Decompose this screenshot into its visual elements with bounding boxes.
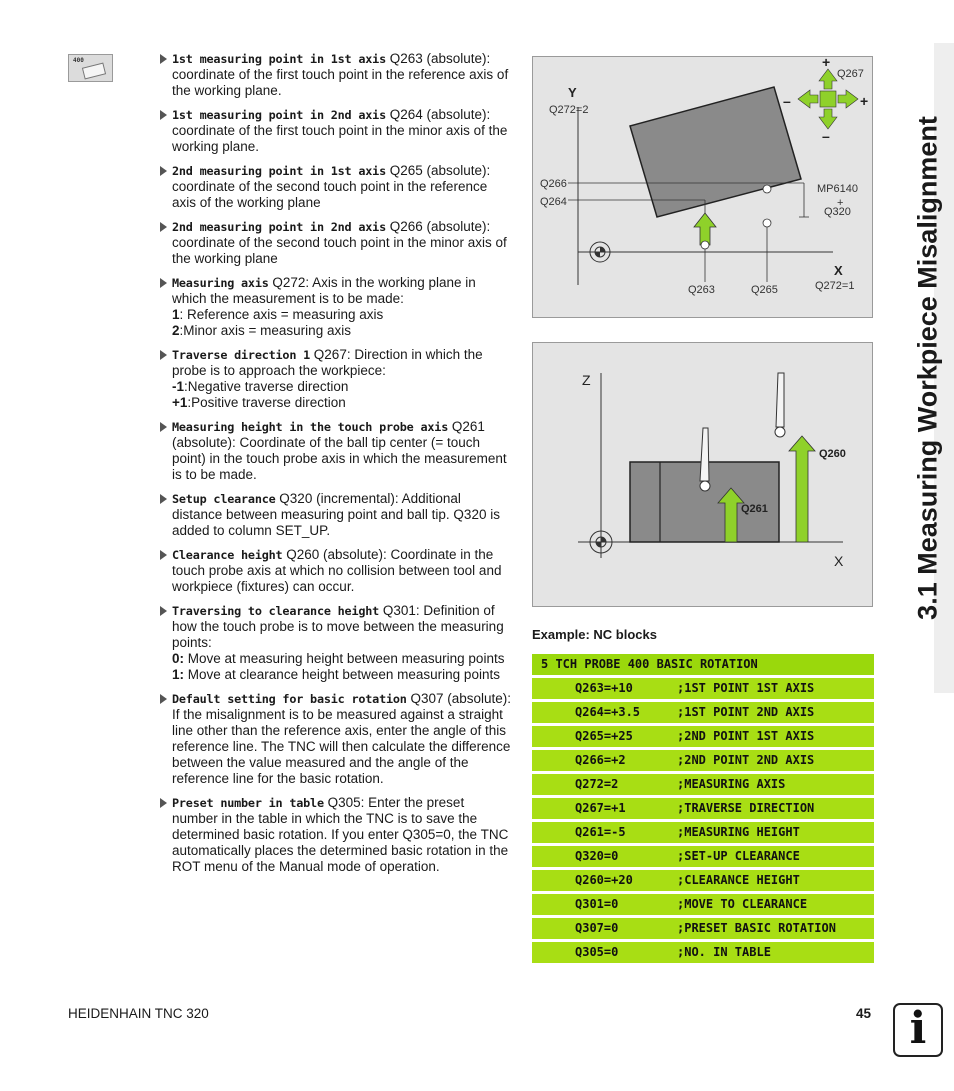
parameter-name: Measuring axis (172, 276, 269, 290)
parameter-name: Setup clearance (172, 492, 276, 506)
figure-heights (532, 342, 873, 607)
nc-comment: ;1ST POINT 1ST AXIS (677, 681, 815, 695)
figure-heights-svg (533, 343, 872, 606)
nc-row (532, 774, 874, 795)
option-key: -1 (172, 379, 185, 394)
nc-comment: ;MEASURING HEIGHT (677, 825, 800, 839)
nc-row (532, 942, 874, 963)
bullet-arrow-icon (160, 606, 167, 616)
probe-point-3 (763, 219, 771, 227)
nc-comment: ;1ST POINT 2ND AXIS (677, 705, 815, 719)
q272-top-label: Q272=2 (549, 104, 589, 116)
bullet-arrow-icon (160, 694, 167, 704)
parameter-name: Default setting for basic rotation (172, 692, 407, 706)
option-key: 0: (172, 651, 185, 666)
thumbnail-graphic (82, 63, 106, 80)
parameter-entry (159, 107, 512, 155)
parameter-list (159, 51, 512, 883)
nc-blocks-title: Example: NC blocks (532, 627, 657, 642)
nc-row (532, 798, 874, 819)
option-key: 1: (172, 667, 185, 682)
nc-row (532, 678, 874, 699)
parameter-entry (159, 419, 512, 483)
cross-center (820, 91, 836, 107)
nc-row (532, 894, 874, 915)
probe-point-2 (763, 185, 771, 193)
parameter-option (172, 323, 512, 339)
nc-row (532, 750, 874, 771)
parameter-entry (159, 795, 512, 875)
parameter-description: Q320 (incremental): Additional distance between measuring point and ball tip. Q320 is added to column SET_UP. (172, 491, 500, 538)
parameter-name: Clearance height (172, 548, 283, 562)
q266-label: Q266 (540, 178, 567, 190)
datum-fill-a (601, 537, 606, 542)
q261-label: Q261 (741, 503, 768, 515)
nc-row (532, 822, 874, 843)
parameter-description: Q263 (absolute): coordinate of the first touch point in the reference axis of the working plane. (172, 51, 509, 98)
figure-touch-points (532, 56, 873, 318)
parameter-entry (159, 691, 512, 787)
q260-arrow (789, 436, 815, 542)
nc-block-listing (532, 654, 874, 966)
workpiece-surface (630, 87, 801, 217)
parameter-entry (159, 275, 512, 339)
figure-touch-points-svg (533, 57, 872, 317)
parameter-name: 1st measuring point in 2nd axis (172, 108, 386, 122)
option-value: :Negative traverse direction (184, 379, 349, 394)
cross-right-arrow (838, 90, 858, 108)
parameter-option (172, 667, 512, 683)
parameter-entry (159, 547, 512, 595)
probe-stylus-high (776, 373, 784, 427)
bullet-arrow-icon (160, 110, 167, 120)
approach-arrow (694, 213, 716, 245)
parameter-name: 2nd measuring point in 2nd axis (172, 220, 386, 234)
parameter-description: Q266 (absolute): coordinate of the second touch point in the minor axis of the working plane (172, 219, 507, 266)
nc-comment: ;CLEARANCE HEIGHT (677, 873, 800, 887)
parameter-description: Q267: Direction in which the probe is to approach the workpiece: (172, 347, 483, 378)
nc-comment: ;2ND POINT 2ND AXIS (677, 753, 815, 767)
parameter-entry (159, 603, 512, 683)
parameter-description: Q261 (absolute): Coordinate of the ball tip center (= touch point) in the touch probe axis in which the measurement is to be made. (172, 419, 507, 482)
bullet-arrow-icon (160, 422, 167, 432)
option-value: :Minor axis = measuring axis (179, 323, 351, 338)
z-axis-label: Z (582, 372, 591, 388)
bullet-arrow-icon (160, 278, 167, 288)
nc-comment: ;MOVE TO CLEARANCE (677, 897, 808, 911)
parameter-description: Q272: Axis in the working plane in which the measurement is to be made: (172, 275, 476, 306)
info-glyph: i (909, 1003, 927, 1054)
nc-row (532, 846, 874, 867)
nc-row (532, 870, 874, 891)
parameter-option (172, 395, 512, 411)
minus-bottom-label: – (822, 128, 830, 144)
parameter-description: Q305: Enter the preset number in the table in which the TNC is to save the determined basic rotation. If you enter Q305=0, the TNC automatically places the determined basic rotation in the ROT menu of the Manual mode of operation. (172, 795, 509, 874)
q260-label: Q260 (819, 448, 846, 460)
cycle-thumbnail (68, 54, 113, 82)
nc-comment: ;2ND POINT 1ST AXIS (677, 729, 815, 743)
parameter-name: Traversing to clearance height (172, 604, 380, 618)
nc-parameter: Q266=+2 (575, 753, 626, 767)
thumbnail-number: 400 (73, 57, 84, 64)
bullet-arrow-icon (160, 350, 167, 360)
nc-parameter: Q260=+20 (575, 873, 633, 887)
parameter-option (172, 307, 512, 323)
nc-comment: ;PRESET BASIC ROTATION (677, 921, 836, 935)
nc-row (532, 726, 874, 747)
parameter-entry (159, 347, 512, 411)
x-axis-label: X (834, 263, 843, 278)
parameter-name: Traverse direction 1 (172, 348, 311, 362)
parameter-description: Q307 (absolute): If the misalignment is to be measured against a straight line other than the reference axis, enter the angle of this reference line. The TNC will then calculate the difference between the value measured and the angle of the reference line for the basic rotation. (172, 691, 511, 786)
chapter-side-title-text: 3.1 Measuring Workpiece Misalignment (912, 116, 943, 620)
parameter-description: Q264 (absolute): coordinate of the first touch point in the minor axis of the working plane. (172, 107, 508, 154)
bullet-arrow-icon (160, 54, 167, 64)
probe-ball-high (775, 427, 785, 437)
parameter-name: Preset number in table (172, 796, 324, 810)
bullet-arrow-icon (160, 222, 167, 232)
cross-left-arrow (798, 90, 818, 108)
cross-up-arrow (819, 69, 837, 89)
nc-comment: ;TRAVERSE DIRECTION (677, 801, 815, 815)
nc-row (532, 702, 874, 723)
cross-down-arrow (819, 109, 837, 129)
parameter-description: Q260 (absolute): Coordinate in the touch probe axis at which no collision between tool and workpiece (fixtures) can occur. (172, 547, 502, 594)
nc-comment: ;SET-UP CLEARANCE (677, 849, 800, 863)
mp6140-label: MP6140 (817, 183, 858, 195)
nc-parameter: Q264=+3.5 (575, 705, 641, 719)
info-icon (893, 1003, 943, 1057)
option-value: Move at measuring height between measuring points (184, 651, 505, 666)
parameter-entry (159, 51, 512, 99)
mp6140-plus-label: + (837, 197, 844, 209)
plus-top-label: + (822, 57, 831, 70)
nc-comment: ;NO. IN TABLE (677, 945, 771, 959)
q263-label: Q263 (688, 284, 715, 296)
parameter-entry (159, 163, 512, 211)
page-number: 45 (856, 1006, 872, 1021)
nc-head-row: 5 TCH PROBE 400 BASIC ROTATION (532, 654, 874, 675)
nc-parameter: Q307=0 (575, 921, 619, 935)
chapter-side-title (904, 43, 952, 693)
y-axis-label: Y (568, 85, 577, 100)
parameter-description: Q265 (absolute): coordinate of the second touch point in the reference axis of the working plane (172, 163, 491, 210)
q320-label: Q320 (824, 206, 851, 218)
datum-fill-b (596, 542, 601, 547)
q264-label: Q264 (540, 196, 567, 208)
plus-right-label: + (860, 93, 869, 109)
nc-parameter: Q261=-5 (575, 825, 626, 839)
nc-row (532, 918, 874, 939)
option-key: 1 (172, 307, 180, 322)
datum-fill-a (600, 247, 605, 252)
x-axis-label: X (834, 553, 844, 569)
parameter-option (172, 379, 512, 395)
option-value: : Reference axis = measuring axis (179, 307, 384, 322)
option-value: Move at clearance height between measuring points (184, 667, 500, 682)
q265-label: Q265 (751, 284, 778, 296)
nc-parameter: Q301=0 (575, 897, 619, 911)
parameter-name: 1st measuring point in 1st axis (172, 52, 386, 66)
q267-label: Q267 (837, 68, 864, 80)
probe-stylus-low (700, 428, 709, 481)
parameter-entry (159, 491, 512, 539)
nc-parameter: Q320=0 (575, 849, 619, 863)
bullet-arrow-icon (160, 798, 167, 808)
bullet-arrow-icon (160, 494, 167, 504)
bullet-arrow-icon (160, 550, 167, 560)
bullet-arrow-icon (160, 166, 167, 176)
parameter-description: Q301: Definition of how the touch probe is to move between the measuring points: (172, 603, 504, 650)
parameter-name: Measuring height in the touch probe axis (172, 420, 449, 434)
parameter-entry (159, 219, 512, 267)
nc-parameter: Q263=+10 (575, 681, 633, 695)
parameter-option (172, 651, 512, 667)
nc-parameter: Q305=0 (575, 945, 619, 959)
nc-parameter: Q267=+1 (575, 801, 626, 815)
minus-left-label: – (783, 93, 791, 109)
option-key: 2 (172, 323, 180, 338)
probe-ball-low (700, 481, 710, 491)
nc-parameter: Q272=2 (575, 777, 619, 791)
parameter-name: 2nd measuring point in 1st axis (172, 164, 386, 178)
option-value: :Positive traverse direction (187, 395, 346, 410)
nc-parameter: Q265=+25 (575, 729, 633, 743)
datum-fill-b (595, 252, 600, 257)
footer-product: HEIDENHAIN TNC 320 (68, 1006, 209, 1021)
q272-bottom-label: Q272=1 (815, 280, 855, 292)
probe-point-1 (701, 241, 709, 249)
nc-comment: ;MEASURING AXIS (677, 777, 786, 791)
option-key: +1 (172, 395, 188, 410)
